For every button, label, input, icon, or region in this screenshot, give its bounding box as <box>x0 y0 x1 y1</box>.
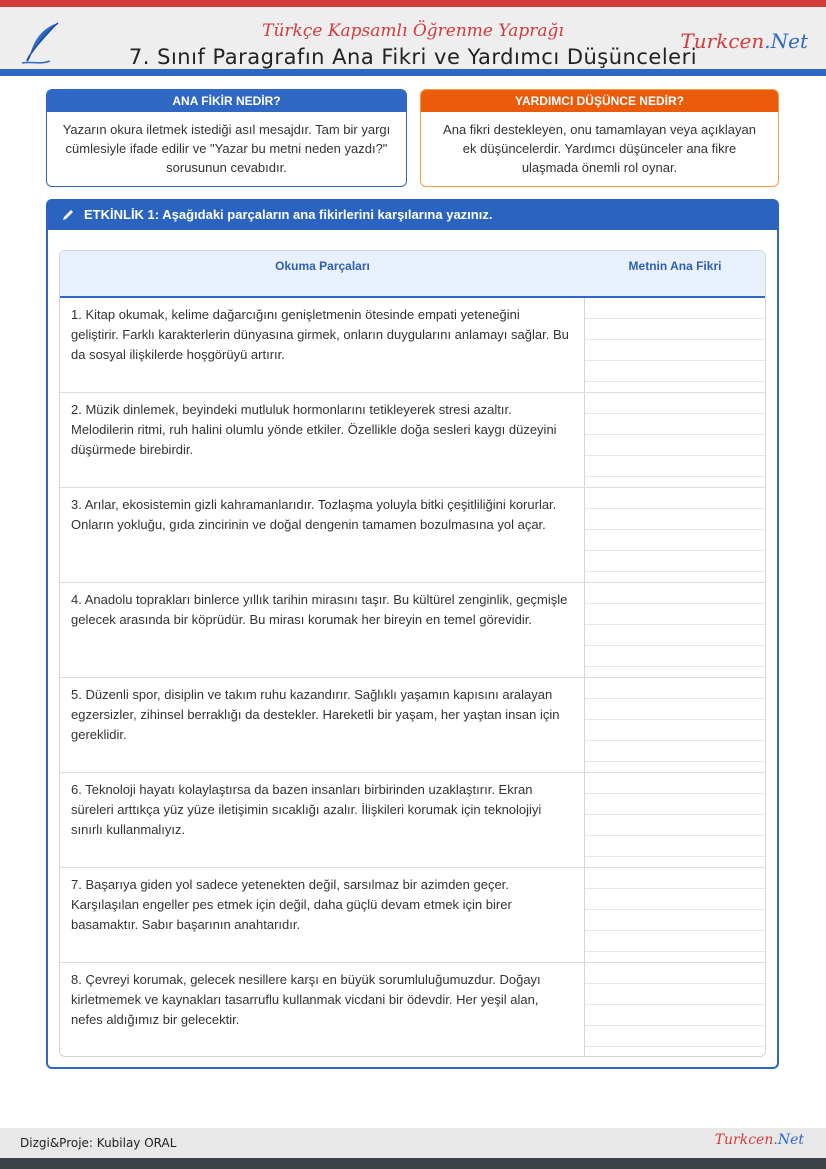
footer-brand-name: Turkcen <box>714 1132 774 1148</box>
info-box-text: Ana fikri destekleyen, onu tamamlayan veya açıklayan ek düşüncelerdir. Yardımcı düşünceler ana fikre ulaşmada önemli rol oynar. <box>443 122 756 175</box>
answer-writing-line <box>585 550 765 551</box>
brand-name: Turkcen <box>680 29 765 53</box>
answer-writing-line <box>585 983 765 984</box>
info-box-main-idea <box>46 89 407 187</box>
worksheet-subtitle: Türkçe Kapsamlı Öğrenme Yaprağı <box>262 21 564 41</box>
answer-writing-line <box>585 318 765 319</box>
passage-text: 5. Düzenli spor, disiplin ve takım ruhu kazandırır. Sağlıklı yaşamın kapısını aralayan egzersizler, zihinsel berraklığı da destekler. Hareketli bir yaşam, her yaştan insan için gereklidir. <box>71 687 560 742</box>
info-box-text: Yazarın okura iletmek istediği asıl mesajdır. Tam bir yargı cümlesiyle ifade edilir ve "Yazar bu metni neden yazdı?" sorusunun cevabıdır. <box>62 122 391 175</box>
answer-writing-line <box>585 814 765 815</box>
answer-writing-line <box>585 529 765 530</box>
table-row <box>60 297 765 393</box>
answer-writing-line <box>585 698 765 699</box>
table-row <box>60 392 765 488</box>
page-footer <box>0 1128 826 1158</box>
table-header <box>60 251 765 298</box>
passage-text: 6. Teknoloji hayatı kolaylaştırsa da bazen insanları birbirinden uzaklaştırır. Ekran süreleri arttıkça yüz yüze iletişimin sıcaklığı azalır. İlişkileri korumak için teknolojiyi sınırlı kullanmalıyız. <box>71 782 542 837</box>
passage-text: 4. Anadolu toprakları binlerce yıllık tarihin mirasını taşır. Bu kültürel zenginlik, geçmişle gelecek arasında bir köprüdür. Bu mirası korumak her bireyin en temel görevidir. <box>71 592 568 627</box>
answer-writing-line <box>585 603 765 604</box>
header-top-stripe <box>0 0 826 7</box>
table-row <box>60 487 765 583</box>
brand-tld: .Net <box>764 29 808 53</box>
answer-writing-line <box>585 413 765 414</box>
answer-writing-line <box>585 761 765 762</box>
answer-writing-line <box>585 856 765 857</box>
passage-text: 8. Çevreyi korumak, gelecek nesillere karşı en büyük sorumluluğumuzdur. Doğayı kirletmemek ve kaynakları tasarruflu kullanmak vicdani bir ödevdir. Her yeşil alan, nefes aldığımız bir gelecektir. <box>71 972 541 1027</box>
answer-writing-line <box>585 888 765 889</box>
passage-text: 3. Arılar, ekosistemin gizli kahramanlarıdır. Tozlaşma yoluyla bitki çeşitliliğini korurlar. Onların yokluğu, gıda zincirinin ve doğal dengenin tamamen bozulmasına yol açar. <box>71 497 557 532</box>
answer-writing-line <box>585 571 765 572</box>
answer-writing-line <box>585 835 765 836</box>
answer-writing-line <box>585 666 765 667</box>
brand-logo <box>680 29 808 53</box>
column-header-passages: Okuma Parçaları <box>275 259 370 273</box>
table-row <box>60 772 765 868</box>
table-row <box>60 677 765 773</box>
footer-credit: Dizgi&Proje: Kubilay ORAL <box>20 1136 177 1150</box>
answer-writing-line <box>585 793 765 794</box>
answer-writing-line <box>585 434 765 435</box>
answer-writing-line <box>585 1046 765 1047</box>
passage-text: 2. Müzik dinlemek, beyindeki mutluluk hormonlarını tetikleyerek stresi azaltır. Melodilerin ritmi, ruh halini olumlu yönde etkiler. Özellikle doğa sesleri kaygı düzeyini düşürmede birebirdir. <box>71 402 557 457</box>
answer-writing-line <box>585 930 765 931</box>
answer-writing-line <box>585 455 765 456</box>
activity-title: ETKİNLİK 1: Aşağıdaki parçaların ana fikirlerini karşılarına yazınız. <box>84 207 493 222</box>
table-row <box>60 582 765 678</box>
info-box-supporting-idea <box>420 89 779 187</box>
pencil-icon <box>61 208 75 222</box>
answer-writing-line <box>585 951 765 952</box>
answer-writing-line <box>585 1004 765 1005</box>
table-row <box>60 962 765 1057</box>
table-row <box>60 867 765 963</box>
page-header <box>0 7 826 69</box>
footer-brand-tld: .Net <box>773 1132 804 1148</box>
answer-writing-line <box>585 719 765 720</box>
header-bottom-stripe <box>0 69 826 76</box>
info-box-heading: ANA FİKİR NEDİR? <box>47 90 406 112</box>
passage-text: 1. Kitap okumak, kelime dağarcığını genişletmenin ötesinde empati yeteneğini geliştirir. Farklı karakterlerin dünyasına girmek, onların duygularını anlamayı sağlar. Bu da sosyal ilişkilerde hoşgörüyü artırır. <box>71 307 569 362</box>
worksheet-title: 7. Sınıf Paragrafın Ana Fikri ve Yardımcı Düşünceleri <box>128 45 698 69</box>
answer-writing-line <box>585 740 765 741</box>
answer-writing-line <box>585 508 765 509</box>
footer-stripe <box>0 1158 826 1169</box>
passage-text: 7. Başarıya giden yol sadece yetenekten değil, sarsılmaz bir azimden geçer. Karşılaşılan engeller pes etmek için değil, daha güçlü devam etmek için birer basamaktır. Sabır başarının anahtarıdır. <box>71 877 512 932</box>
answer-writing-line <box>585 476 765 477</box>
column-header-main-idea: Metnin Ana Fikri <box>628 259 722 273</box>
activity-title-bar <box>46 199 779 230</box>
answer-writing-line <box>585 381 765 382</box>
passages-table <box>59 250 766 1057</box>
footer-brand-logo <box>715 1132 804 1148</box>
answer-writing-line <box>585 645 765 646</box>
info-box-heading: YARDIMCI DÜŞÜNCE NEDİR? <box>421 90 778 112</box>
answer-writing-line <box>585 339 765 340</box>
answer-writing-line <box>585 360 765 361</box>
answer-writing-line <box>585 624 765 625</box>
answer-writing-line <box>585 1025 765 1026</box>
answer-writing-line <box>585 909 765 910</box>
